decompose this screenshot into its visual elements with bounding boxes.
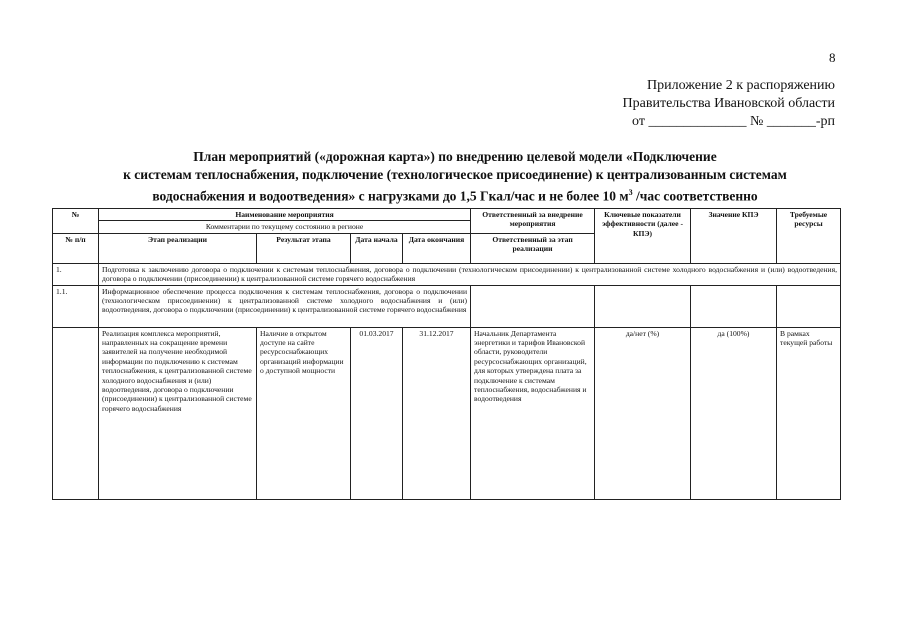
kpi-cell: да/нет (%) <box>595 327 691 499</box>
responsible-cell: Начальник Департамента энергетики и тарифов Ивановской области, руководители ресурсоснабжающих организаций, для которых утверждена плата за подключение к системам теплоснабжения, водоснабжения и водоотведения <box>471 327 595 499</box>
appendix-heading <box>623 77 835 131</box>
header-end-date: Дата окончания <box>403 233 471 263</box>
empty-cell <box>595 285 691 327</box>
title-cubic-superscript: 3 <box>628 188 633 197</box>
header-stage: Этап реализации <box>99 233 257 263</box>
row-text: Информационное обеспечение процесса подключения к системам теплоснабжения, договора о подключении (технологическом присоединении) к централизованной системе холодного водоснабжения и (или) водоотведения, договора о подключении (присоединении) к централизованной системе горячего водоснабжения <box>99 285 471 327</box>
header-no: № <box>53 209 99 234</box>
header-stage-responsible: Ответственный за этап реализации <box>471 233 595 263</box>
appendix-line-3: от ______________ № _______-рп <box>632 114 835 129</box>
result-cell: Наличие в открытом доступе на сайте ресурсоснабжающих организаций информации о доступной мощности <box>257 327 351 499</box>
title-line-3-end: /час соответственно <box>632 188 758 204</box>
appendix-line-1: Приложение 2 к распоряжению <box>647 78 835 93</box>
row-number: 1. <box>53 263 99 285</box>
roadmap-table <box>52 208 841 500</box>
header-comment: Комментарии по текущему состоянию в регионе <box>205 222 364 232</box>
table-row <box>53 327 841 499</box>
start-date-cell: 01.03.2017 <box>351 327 403 499</box>
title-line-1: План мероприятий («дорожная карта») по внедрению целевой модели «Подключение <box>193 149 717 164</box>
page-number: 8 <box>829 50 836 65</box>
header-kpi: Ключевые показатели эффективности (далее - КПЭ) <box>595 209 691 264</box>
row-text: Подготовка к заключению договора о подключении к системам теплоснабжения, договора о подключении (технологическом присоединении) к централизованной системе холодного водоснабжения и (или) водоотведения, договора о подключении (присоединении) к централизованной системе горячего водоснабжения <box>99 263 841 285</box>
document-title <box>70 148 840 206</box>
header-name-cell <box>99 209 471 234</box>
table-row <box>53 263 841 285</box>
end-date-cell: 31.12.2017 <box>403 327 471 499</box>
resources-cell: В рамках текущей работы <box>777 327 841 499</box>
stage-cell: Реализация комплекса мероприятий, направленных на сокращение времени заявителей на получение необходимой информации по подключению к системам теплоснабжения, к централизованной системе холодного водоснабжения и (или) водоотведения, договора о подключении (присоединении) к централизованной системе горячего водоснабжения <box>99 327 257 499</box>
header-start-date: Дата начала <box>351 233 403 263</box>
empty-cell <box>471 285 595 327</box>
header-row-1 <box>53 209 841 234</box>
header-name: Наименование мероприятия <box>99 209 470 221</box>
title-line-2: к системам теплоснабжения, подключение (технологическое присоединение) к централизованным системам <box>123 167 787 182</box>
table-row <box>53 285 841 327</box>
empty-cell <box>777 285 841 327</box>
row-number: 1.1. <box>53 285 99 327</box>
header-result: Результат этапа <box>257 233 351 263</box>
header-no-pp: № п/п <box>53 233 99 263</box>
empty-cell <box>691 285 777 327</box>
title-line-3 <box>70 184 840 206</box>
kpi-value-cell: да (100%) <box>691 327 777 499</box>
header-responsible: Ответственный за внедрение мероприятия <box>471 209 595 234</box>
header-resources: Требуемые ресурсы <box>777 209 841 264</box>
empty-cell <box>53 327 99 499</box>
title-line-3-main: водоснабжения и водоотведения» с нагрузками до 1,5 Гкал/час и не более 10 м <box>152 188 629 204</box>
header-kpi-value: Значение КПЭ <box>691 209 777 264</box>
appendix-line-2: Правительства Ивановской области <box>622 96 835 111</box>
